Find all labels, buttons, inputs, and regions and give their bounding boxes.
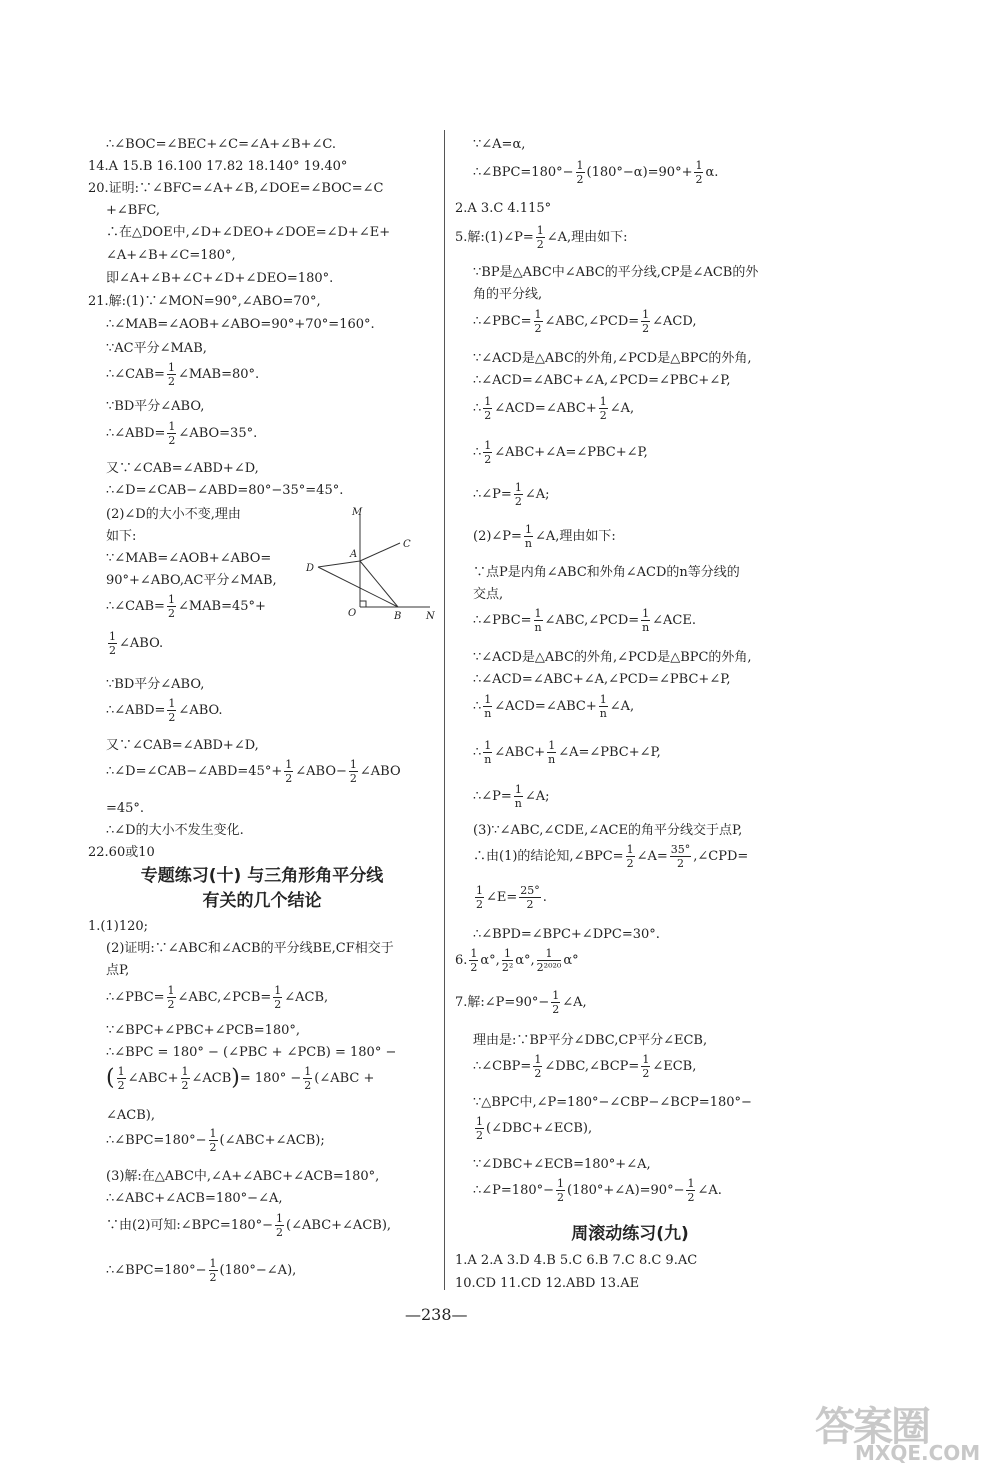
text-line: ∴∠ABD= $\frac{1}{2}$ ∠ABO. <box>106 697 223 724</box>
text-line: ∴∠MAB=∠AOB+∠ABO=90°+70°=160°. <box>106 317 375 332</box>
text-line: 90°+∠ABO,AC平分∠MAB, <box>106 573 277 588</box>
text-line: ∴∠PBC= $\frac{1}{2}$ ∠ABC,∠PCD= $\frac{1}{2}$ ∠ACD, <box>473 308 697 335</box>
watermark-logo <box>815 1395 985 1465</box>
text-line: ∵△BPC中,∠P=180°−∠CBP−∠BCP=180°− <box>473 1095 752 1110</box>
text-line: ∴∠D的大小不发生变化. <box>106 823 244 838</box>
text-line: ∵∠ACD是△ABC的外角,∠PCD是△BPC的外角, <box>473 351 752 366</box>
label-a: A <box>350 549 358 560</box>
label-n: N <box>426 611 435 622</box>
text-line: ∵∠DBC+∠ECB=180°+∠A, <box>473 1157 651 1172</box>
text-line: 角的平分线, <box>473 287 543 302</box>
text-line: 又∵∠CAB=∠ABD+∠D, <box>106 738 259 753</box>
geometry-figure <box>300 505 440 623</box>
text-line: 理由是:∵BP平分∠DBC,CP平分∠ECB, <box>473 1033 708 1048</box>
text-line: 22.60或10 <box>88 845 155 860</box>
text-line: ∴∠ACD=∠ABC+∠A,∠PCD=∠PBC+∠P, <box>473 672 731 687</box>
text-line: ∴∠PBC= $\frac{1}{2}$ ∠ABC,∠PCB= $\frac{1}{2}$ ∠ACB, <box>106 984 329 1011</box>
text-line: ∵BD平分∠ABO, <box>106 677 205 692</box>
text-line: ∴∠ABD= $\frac{1}{2}$ ∠ABO=35°. <box>106 420 258 447</box>
section-heading: 周滚动练习(九) <box>571 1224 689 1244</box>
text-line: ∴ $\frac{1}{2}$ ∠ABC+∠A=∠PBC+∠P, <box>473 439 648 466</box>
text-line: (2)∠P= $\frac{1}{n}$ ∠A,理由如下: <box>473 523 616 550</box>
text-line: ∵∠A=α, <box>473 137 526 152</box>
text-line: ∴∠BOC=∠BEC+∠C=∠A+∠B+∠C. <box>106 137 336 152</box>
text-line: ∴∠ABC+∠ACB=180°−∠A, <box>106 1191 283 1206</box>
text-line: 6. $\frac{1}{2}$ α°, $\frac{1}{\text{2²}}$ α°, $\frac{1}{\text{2²⁰²⁰}}$ α° <box>455 947 579 974</box>
text-line: ∴∠BPC = 180° − (∠PBC + ∠PCB) = 180° − <box>106 1045 397 1060</box>
text-line: 1.A 2.A 3.D 4.B 5.C 6.B 7.C 8.C 9.AC <box>455 1253 698 1268</box>
text-line: ∴∠BPC=180°− $\frac{1}{2}$ (∠ABC+∠ACB); <box>106 1127 325 1154</box>
text-line: (3)∵∠ABC,∠CDE,∠ACE的角平分线交于点P, <box>473 823 743 838</box>
section-heading: 专题练习(十) 与三角形角平分线 <box>140 866 384 886</box>
text-line: ∴由(1)的结论知,∠BPC= $\frac{1}{2}$ ∠A= $\frac{35^\circ}{2}$ ,∠CPD= <box>473 843 749 870</box>
text-line: ∴∠P= $\frac{1}{2}$ ∠A; <box>473 481 550 508</box>
text-line: ∵BP是△ABC中∠ABC的平分线,CP是∠ACB的外 <box>473 265 759 280</box>
text-line: 2.A 3.C 4.115° <box>455 201 552 216</box>
text-line: +∠BFC, <box>106 203 160 218</box>
text-line: ∵点P是内角∠ABC和外角∠ACD的n等分线的 <box>473 565 740 580</box>
watermark-bottom: MXQE.COM <box>855 1441 981 1465</box>
text-line: ∴在△DOE中,∠D+∠DEO+∠DOE=∠D+∠E+ <box>106 225 391 240</box>
text-line: (2)∠D的大小不变,理由 <box>106 507 241 522</box>
text-line: 20.证明:∵∠BFC=∠A+∠B,∠DOE=∠BOC=∠C <box>88 181 384 196</box>
text-line: ∴∠P= $\frac{1}{n}$ ∠A; <box>473 783 550 810</box>
text-line: ∴∠ACD=∠ABC+∠A,∠PCD=∠PBC+∠P, <box>473 373 731 388</box>
text-line: ∴∠CAB= $\frac{1}{2}$ ∠MAB=80°. <box>106 361 260 388</box>
text-line: ∵∠MAB=∠AOB+∠ABO= <box>106 551 272 566</box>
text-line: $\frac{1}{2}$ (∠DBC+∠ECB), <box>476 1115 593 1142</box>
text-line: ( $\frac{1}{2}$ ∠ABC+ $\frac{1}{2}$ ∠ACB)= 180° − $\frac{1}{2}$ (∠ABC + <box>106 1065 375 1092</box>
text-line: ∴∠P=180°− $\frac{1}{2}$ (180°+∠A)=90°− $\frac{1}{2}$ ∠A. <box>473 1177 722 1204</box>
line-da <box>318 561 360 567</box>
line-ab <box>360 561 398 607</box>
watermark-top: 答案圈 <box>815 1404 929 1450</box>
text-line: 又∵∠CAB=∠ABD+∠D, <box>106 461 259 476</box>
text-line: =45°. <box>106 801 145 816</box>
line-ac <box>360 543 400 561</box>
text-line: ∴ $\frac{1}{n}$ ∠ACD=∠ABC+ $\frac{1}{n}$ ∠A, <box>473 693 635 720</box>
text-line: 即∠A+∠B+∠C+∠D+∠DEO=180°. <box>106 271 334 286</box>
text-line: 1.(1)120; <box>88 919 149 934</box>
page-number: —238— <box>405 1305 468 1324</box>
section-heading: 有关的几个结论 <box>202 891 322 911</box>
text-line: $\frac{1}{2}$ ∠E= $\frac{25^\circ}{2}$ . <box>476 884 547 911</box>
column-divider <box>444 130 445 1290</box>
label-o: O <box>348 608 357 619</box>
text-line: 交点, <box>473 587 504 602</box>
text-line: ∴∠PBC= $\frac{1}{n}$ ∠ABC,∠PCD= $\frac{1}{n}$ ∠ACE. <box>473 607 696 634</box>
text-line: $\frac{1}{2}$ ∠ABO. <box>109 630 164 657</box>
text-line: ∠A+∠B+∠C=180°, <box>106 248 236 263</box>
label-m: M <box>352 507 363 518</box>
text-line: ∴ $\frac{1}{2}$ ∠ACD=∠ABC+ $\frac{1}{2}$ ∠A, <box>473 395 635 422</box>
label-b: B <box>394 611 402 622</box>
text-line: ∴∠D=∠CAB−∠ABD=45°+ $\frac{1}{2}$ ∠ABO− $\frac{1}{2}$ ∠ABO <box>106 758 401 785</box>
label-d: D <box>306 563 315 574</box>
text-line: ∵由(2)可知:∠BPC=180°− $\frac{1}{2}$ (∠ABC+∠ACB), <box>106 1212 392 1239</box>
text-line: 7.解:∠P=90°− $\frac{1}{2}$ ∠A, <box>455 989 587 1016</box>
text-line: ∵∠BPC+∠PBC+∠PCB=180°, <box>106 1023 301 1038</box>
label-c: C <box>403 539 411 550</box>
text-line: ∴∠BPD=∠BPC+∠DPC=30°. <box>473 927 660 942</box>
text-line: ∴∠CAB= $\frac{1}{2}$ ∠MAB=45°+ <box>106 593 266 620</box>
text-line: 21.解:(1)∵∠MON=90°,∠ABO=70°, <box>88 294 321 309</box>
text-line: ∴∠BPC=180°− $\frac{1}{2}$ (180°−∠A), <box>106 1257 297 1284</box>
text-line: (3)解:在△ABC中,∠A+∠ABC+∠ACB=180°, <box>106 1169 380 1184</box>
text-line: ∵∠ACD是△ABC的外角,∠PCD是△BPC的外角, <box>473 650 752 665</box>
text-line: ∴ $\frac{1}{n}$ ∠ABC+ $\frac{1}{n}$ ∠A=∠PBC+∠P, <box>473 739 661 766</box>
right-angle-mark <box>360 601 366 607</box>
text-line: (2)证明:∵∠ABC和∠ACB的平分线BE,CF相交于 <box>106 941 394 956</box>
text-line: ∠ACB), <box>106 1108 155 1123</box>
text-line: 5.解:(1)∠P= $\frac{1}{2}$ ∠A,理由如下: <box>455 224 628 251</box>
text-line: 10.CD 11.CD 12.ABD 13.AE <box>455 1276 640 1291</box>
text-line: 点P, <box>106 963 130 978</box>
text-line: 14.A 15.B 16.100 17.82 18.140° 19.40° <box>88 159 348 174</box>
text-line: ∴∠CBP= $\frac{1}{2}$ ∠DBC,∠BCP= $\frac{1}{2}$ ∠ECB, <box>473 1053 697 1080</box>
text-line: ∵BD平分∠ABO, <box>106 399 205 414</box>
line-db <box>318 567 398 607</box>
text-line: 如下: <box>106 529 137 544</box>
text-line: ∴∠D=∠CAB−∠ABD=80°−35°=45°. <box>106 483 344 498</box>
text-line: ∴∠BPC=180°− $\frac{1}{2}$ (180°−α)=90°+ $\frac{1}{2}$ α. <box>473 159 719 186</box>
text-line: ∵AC平分∠MAB, <box>106 341 207 356</box>
